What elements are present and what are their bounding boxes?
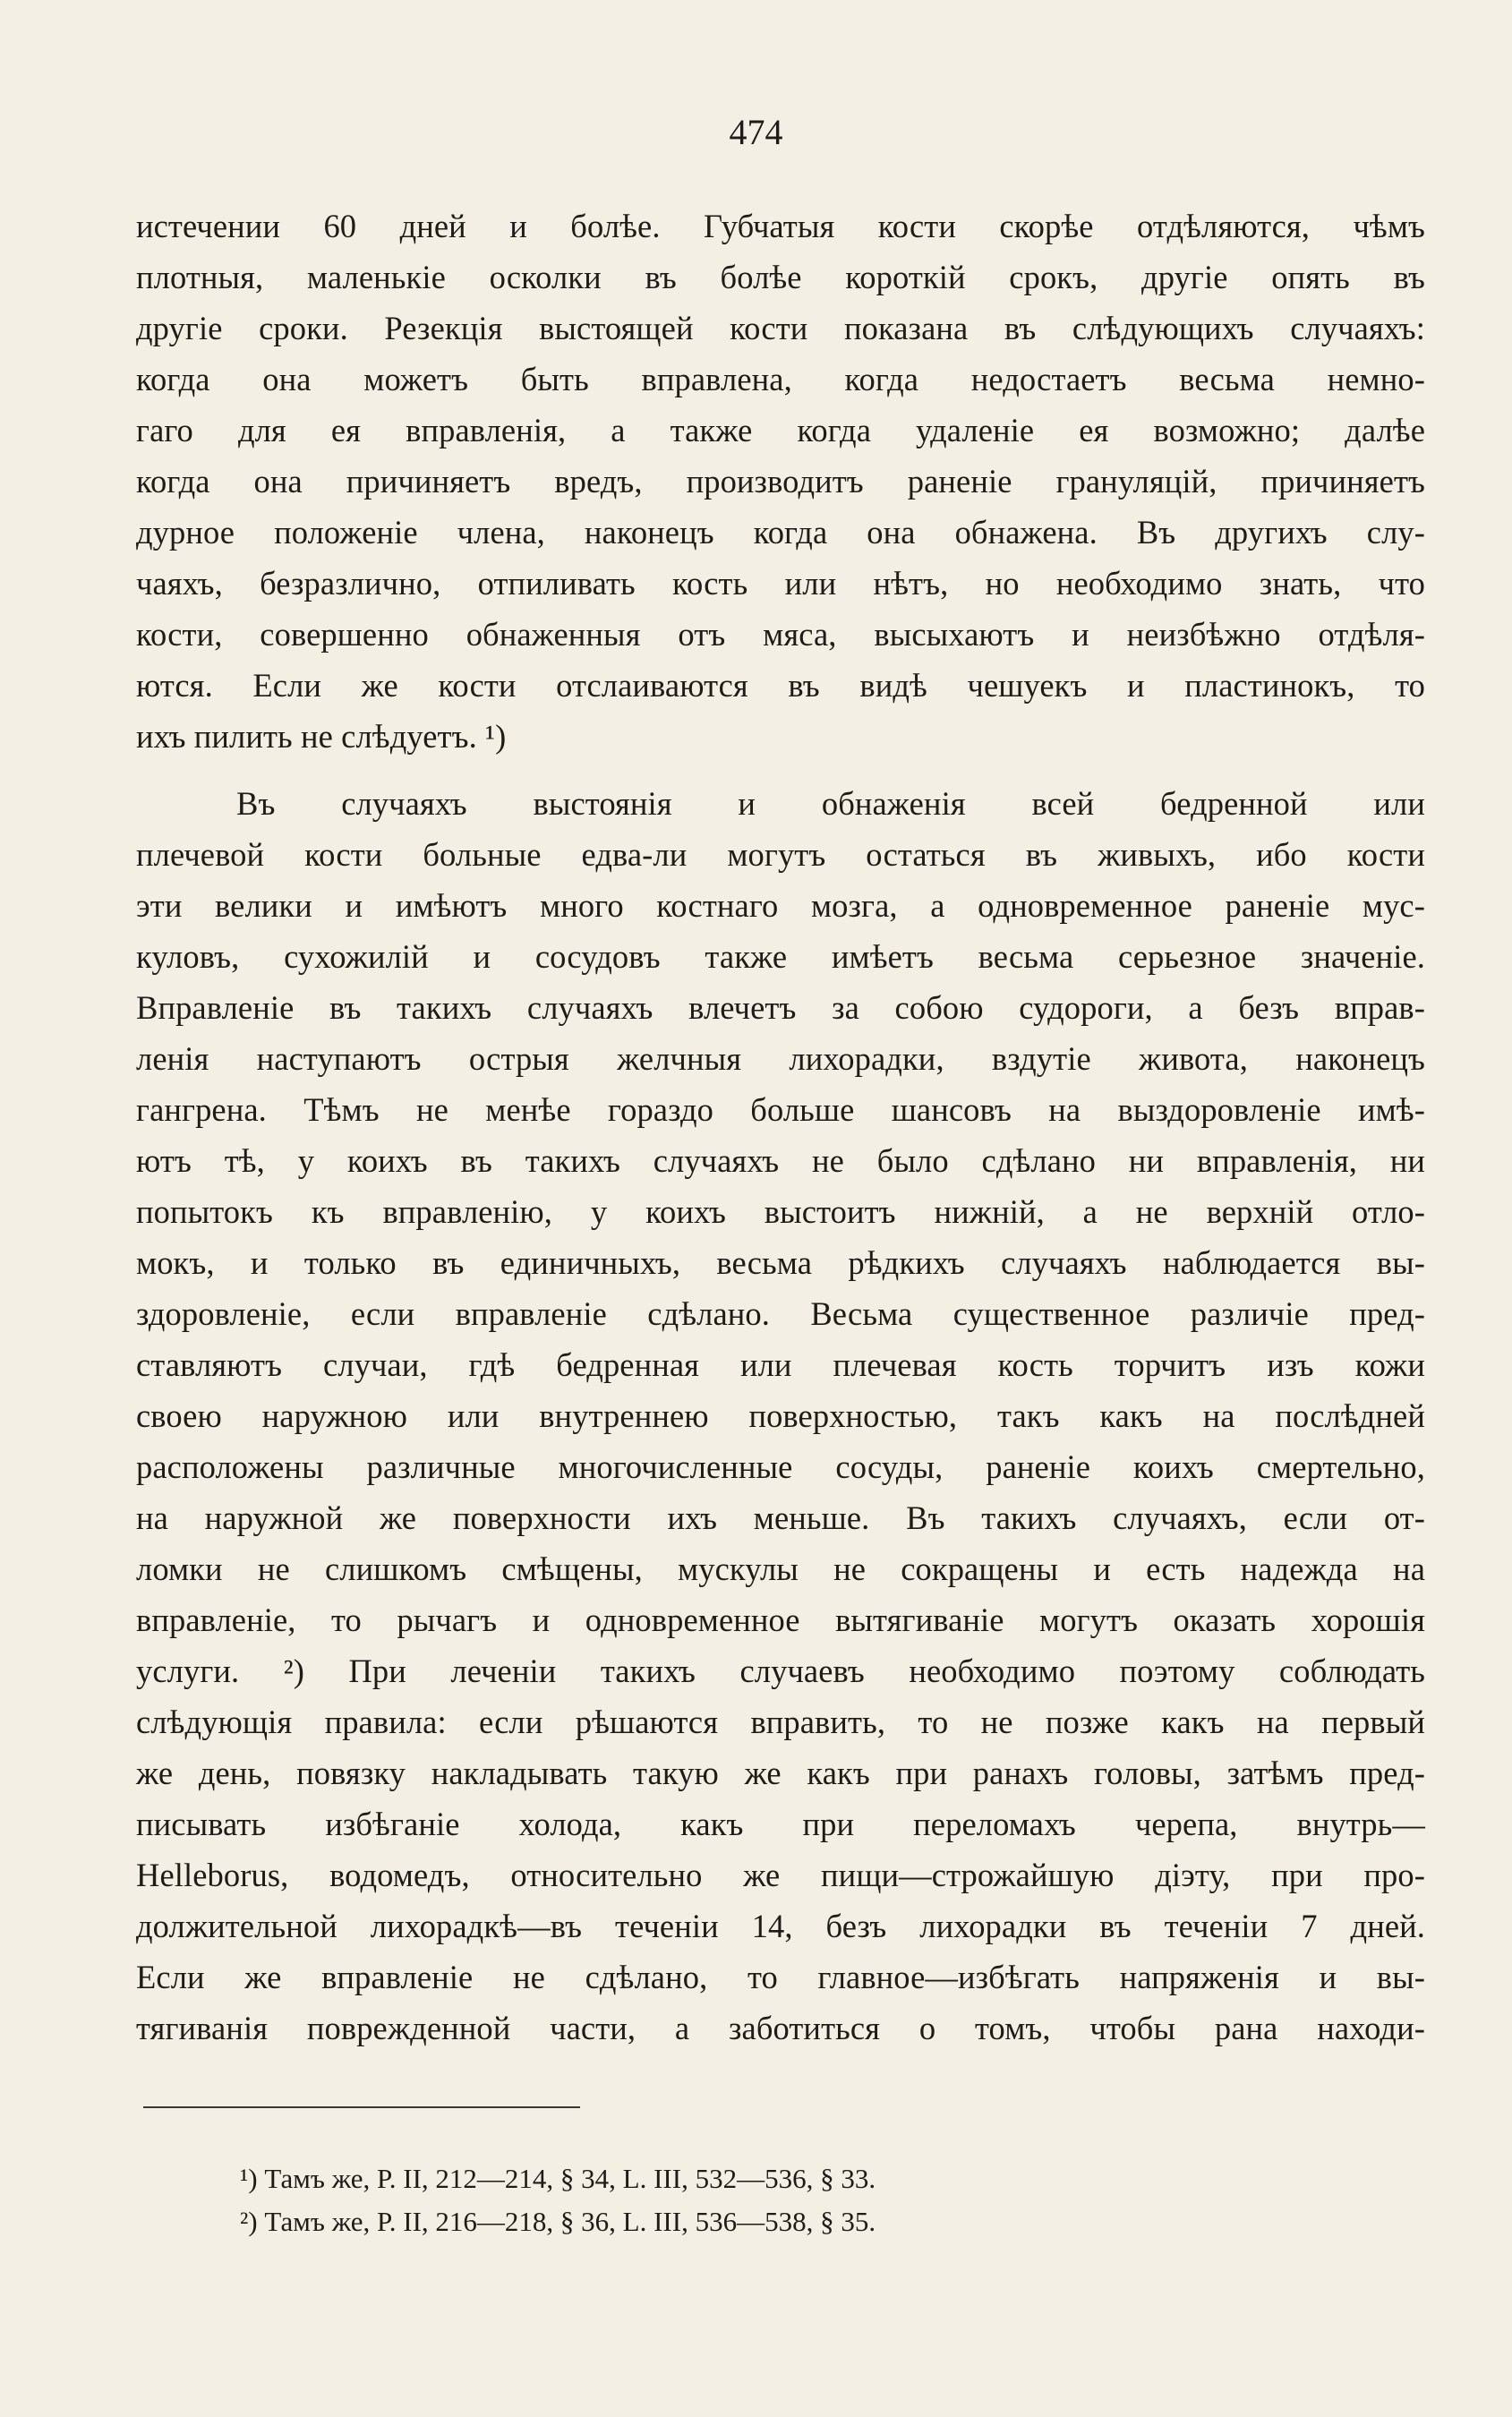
text-line: слѣдующія правила: если рѣшаются вправить, то не позже какъ на первый bbox=[136, 1704, 1425, 1740]
text-line: ютъ тѣ, у коихъ въ такихъ случаяхъ не было сдѣлано ни вправленія, ни bbox=[136, 1142, 1425, 1179]
text-line: попытокъ къ вправленію, у коихъ выстоитъ нижній, а не верхній отло- bbox=[136, 1193, 1425, 1230]
text-line: должительной лихорадкѣ—въ теченіи 14, безъ лихорадки въ теченіи 7 дней. bbox=[136, 1908, 1425, 1944]
text-line: ленія наступаютъ острыя желчныя лихорадки, вздутіе живота, наконецъ bbox=[136, 1040, 1425, 1077]
text-line: когда она причиняетъ вредъ, производитъ раненіе грануляцій, причиняетъ bbox=[136, 463, 1425, 500]
text-line: чаяхъ, безразлично, отпиливать кость или нѣтъ, но необходимо знать, что bbox=[136, 565, 1425, 602]
text-line: эти велики и имѣютъ много костнаго мозга, а одновременное раненіе мус- bbox=[136, 887, 1425, 924]
text-line: Вправленіе въ такихъ случаяхъ влечетъ за собою судороги, а безъ вправ- bbox=[136, 989, 1425, 1026]
text-line: плотныя, маленькіе осколки въ болѣе короткій срокъ, другіе опять въ bbox=[136, 259, 1425, 295]
text-line: Если же вправленіе не сдѣлано, то главное—избѣгать напряженія и вы- bbox=[136, 1959, 1425, 1995]
text-line: Helleborus, водомедъ, относительно же пищи—строжайшую діэту, при про- bbox=[136, 1857, 1425, 1893]
text-line: ставляютъ случаи, гдѣ бедренная или плечевая кость торчитъ изъ кожи bbox=[136, 1346, 1425, 1383]
text-line: вправленіе, то рычагъ и одновременное вытягиваніе могутъ оказать хорошія bbox=[136, 1601, 1425, 1638]
text-line: ломки не слишкомъ смѣщены, мускулы не сокращены и есть надежда на bbox=[136, 1550, 1425, 1587]
text-line: гангрена. Тѣмъ не менѣе гораздо больше шансовъ на выздоровленіе имѣ- bbox=[136, 1091, 1425, 1128]
text-line: мокъ, и только въ единичныхъ, весьма рѣдкихъ случаяхъ наблюдается вы- bbox=[136, 1244, 1425, 1281]
text-line: кости, совершенно обнаженныя отъ мяса, высыхаютъ и неизбѣжно отдѣля- bbox=[136, 616, 1425, 653]
text-line: услуги. ²) При леченіи такихъ случаевъ необходимо поэтому соблюдать bbox=[136, 1653, 1425, 1689]
footnote-divider bbox=[143, 2106, 580, 2108]
text-line: писывать избѣганіе холода, какъ при переломахъ черепа, внутрь— bbox=[136, 1806, 1425, 1842]
text-line: здоровленіе, если вправленіе сдѣлано. Весьма существенное различіе пред- bbox=[136, 1295, 1425, 1332]
text-line: же день, повязку накладывать такую же какъ при ранахъ головы, затѣмъ пред- bbox=[136, 1755, 1425, 1791]
page-number: 474 bbox=[729, 112, 783, 152]
text-line: Въ случаяхъ выстоянія и обнаженія всей бедренной или bbox=[236, 785, 1425, 822]
text-line: истечении 60 дней и болѣе. Губчатыя кости скорѣе отдѣляются, чѣмъ bbox=[136, 208, 1425, 244]
text-line: когда она можетъ быть вправлена, когда недостаетъ весьма немно- bbox=[136, 361, 1425, 397]
text-line: тягиванія поврежденной части, а заботиться о томъ, чтобы рана находи- bbox=[136, 2010, 1425, 2046]
text-line: расположены различные многочисленные сосуды, раненіе коихъ смертельно, bbox=[136, 1448, 1425, 1485]
text-line: своею наружною или внутреннею поверхностью, такъ какъ на послѣдней bbox=[136, 1397, 1425, 1434]
text-line: плечевой кости больные едва-ли могутъ остаться въ живыхъ, ибо кости bbox=[136, 836, 1425, 873]
text-line: гаго для ея вправленія, а также когда удаленіе ея возможно; далѣе bbox=[136, 412, 1425, 448]
text-line: куловъ, сухожилій и сосудовъ также имѣетъ весьма серьезное значеніе. bbox=[136, 938, 1425, 975]
text-line: на наружной же поверхности ихъ меньше. Въ такихъ случаяхъ, если от- bbox=[136, 1499, 1425, 1536]
text-line: дурное положеніе члена, наконецъ когда она обнажена. Въ другихъ слу- bbox=[136, 514, 1425, 551]
footnote: ²) Тамъ же, P. II, 216—218, § 36, L. III, 536—538, § 35. bbox=[240, 2206, 876, 2237]
text-line: другіе сроки. Резекція выстоящей кости показана въ слѣдующихъ случаяхъ: bbox=[136, 310, 1425, 346]
text-line: ихъ пилить не слѣдуетъ. ¹) bbox=[136, 718, 507, 755]
footnote: ¹) Тамъ же, P. II, 212—214, § 34, L. III, 532—536, § 33. bbox=[240, 2163, 876, 2194]
text-line: ются. Если же кости отслаиваются въ видѣ чешуекъ и пластинокъ, то bbox=[136, 667, 1425, 704]
